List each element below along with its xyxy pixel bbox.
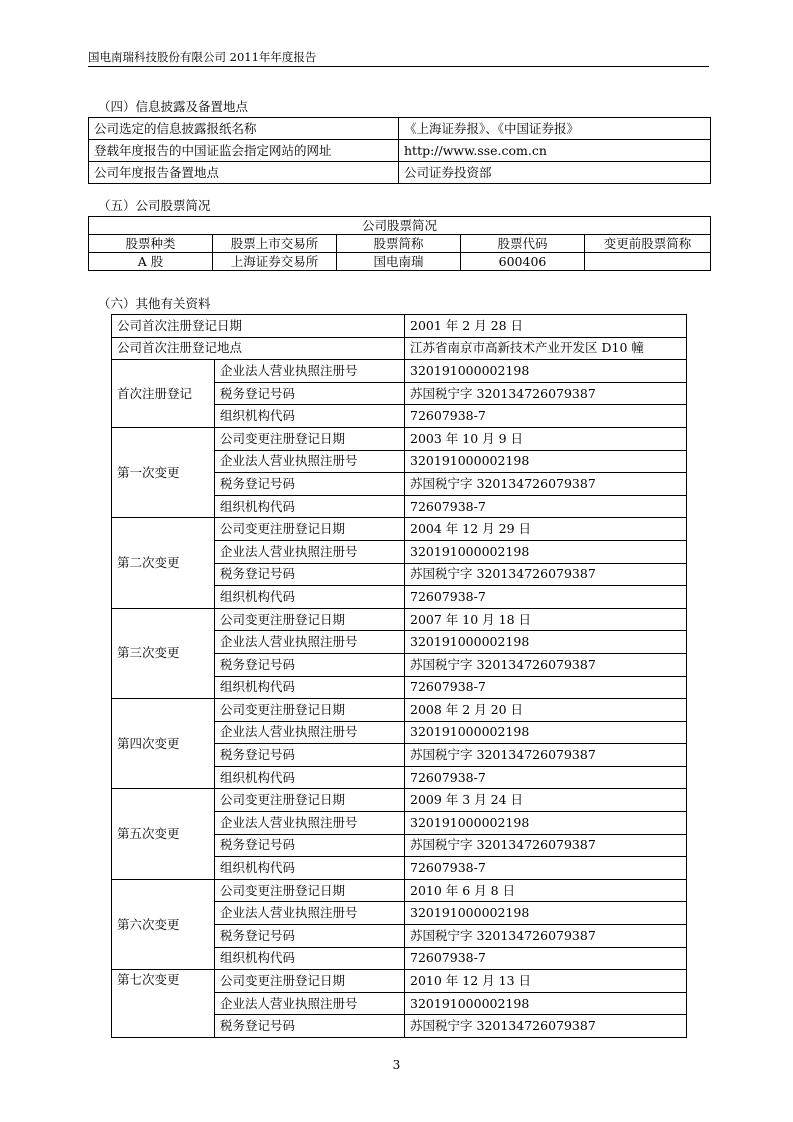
field-label: 公司变更注册登记日期 <box>215 879 405 902</box>
field-label: 组织机构代码 <box>215 676 405 699</box>
table-row <box>112 427 687 450</box>
section6-heading: （六）其他有关资料 <box>98 296 211 311</box>
group-label: 首次注册登记 <box>112 360 215 428</box>
disclosure-label: 公司选定的信息披露报纸名称 <box>89 118 399 140</box>
table-row <box>89 253 711 271</box>
table-row <box>112 699 687 722</box>
field-value: 320191000002198 <box>405 812 687 835</box>
field-value: 2009 年 3 月 24 日 <box>405 789 687 812</box>
field-label: 税务登记号码 <box>215 382 405 405</box>
first-registration-place-label: 公司首次注册登记地点 <box>112 337 405 360</box>
field-value: 72607938-7 <box>405 857 687 880</box>
group-label: 第七次变更 <box>112 970 215 1038</box>
field-label: 企业法人营业执照注册号 <box>215 540 405 563</box>
field-label: 税务登记号码 <box>215 1015 405 1038</box>
field-value: 2004 年 12 月 29 日 <box>405 518 687 541</box>
first-registration-place-value: 江苏省南京市高新技术产业开发区 D10 幢 <box>405 337 687 360</box>
field-label: 组织机构代码 <box>215 857 405 880</box>
field-value: 320191000002198 <box>405 540 687 563</box>
field-label: 税务登记号码 <box>215 473 405 496</box>
field-value: 2010 年 12 月 13 日 <box>405 970 687 993</box>
field-label: 税务登记号码 <box>215 834 405 857</box>
field-label: 企业法人营业执照注册号 <box>215 721 405 744</box>
stock-code: 600406 <box>461 253 585 271</box>
table-row <box>112 337 687 360</box>
table-row <box>112 315 687 338</box>
table-row <box>112 360 687 383</box>
field-label: 企业法人营业执照注册号 <box>215 992 405 1015</box>
field-label: 公司变更注册登记日期 <box>215 699 405 722</box>
table-row <box>89 118 711 140</box>
field-label: 组织机构代码 <box>215 766 405 789</box>
registration-table <box>111 314 687 1038</box>
disclosure-label: 公司年度报告备置地点 <box>89 162 399 184</box>
field-value: 苏国税宁字 320134726079387 <box>405 563 687 586</box>
section4-heading: （四）信息披露及备置地点 <box>98 99 249 114</box>
field-value: 2008 年 2 月 20 日 <box>405 699 687 722</box>
column-header: 股票简称 <box>337 235 461 253</box>
report-header: 国电南瑞科技股份有限公司 2011年年度报告 <box>88 50 317 64</box>
field-value: 苏国税宁字 320134726079387 <box>405 473 687 496</box>
group-label: 第四次变更 <box>112 699 215 789</box>
field-label: 税务登记号码 <box>215 653 405 676</box>
section5-heading: （五）公司股票简况 <box>98 198 211 213</box>
column-header: 股票上市交易所 <box>213 235 337 253</box>
group-label: 第二次变更 <box>112 518 215 608</box>
page-number: 3 <box>392 1058 401 1072</box>
stock-type: A 股 <box>89 253 213 271</box>
disclosure-value: http://www.sse.com.cn <box>399 140 711 162</box>
table-row <box>112 518 687 541</box>
field-value: 72607938-7 <box>405 586 687 609</box>
table-row <box>89 235 711 253</box>
field-value: 苏国税宁字 320134726079387 <box>405 834 687 857</box>
field-label: 公司变更注册登记日期 <box>215 608 405 631</box>
group-label: 第三次变更 <box>112 608 215 698</box>
column-header: 变更前股票简称 <box>585 235 711 253</box>
field-label: 公司变更注册登记日期 <box>215 427 405 450</box>
group-label: 第一次变更 <box>112 427 215 517</box>
field-label: 公司变更注册登记日期 <box>215 789 405 812</box>
field-value: 72607938-7 <box>405 947 687 970</box>
table-row <box>112 879 687 902</box>
table-row <box>112 608 687 631</box>
field-value: 72607938-7 <box>405 405 687 428</box>
stock-table-title: 公司股票简况 <box>89 217 711 235</box>
field-value: 320191000002198 <box>405 721 687 744</box>
field-value: 320191000002198 <box>405 992 687 1015</box>
field-value: 320191000002198 <box>405 360 687 383</box>
field-label: 企业法人营业执照注册号 <box>215 812 405 835</box>
field-label: 税务登记号码 <box>215 925 405 948</box>
table-row <box>89 217 711 235</box>
table-row <box>89 162 711 184</box>
column-header: 股票代码 <box>461 235 585 253</box>
previous-short-name <box>585 253 711 271</box>
field-value: 苏国税宁字 320134726079387 <box>405 925 687 948</box>
stock-exchange: 上海证券交易所 <box>213 253 337 271</box>
field-label: 组织机构代码 <box>215 586 405 609</box>
disclosure-value: 《上海证券报》、《中国证券报》 <box>399 118 711 140</box>
table-row <box>112 789 687 812</box>
field-label: 税务登记号码 <box>215 563 405 586</box>
field-label: 公司变更注册登记日期 <box>215 518 405 541</box>
field-label: 企业法人营业执照注册号 <box>215 450 405 473</box>
field-value: 2010 年 6 月 8 日 <box>405 879 687 902</box>
disclosure-label: 登载年度报告的中国证监会指定网站的网址 <box>89 140 399 162</box>
field-value: 320191000002198 <box>405 450 687 473</box>
column-header: 股票种类 <box>89 235 213 253</box>
field-label: 企业法人营业执照注册号 <box>215 631 405 654</box>
field-value: 320191000002198 <box>405 631 687 654</box>
field-value: 2007 年 10 月 18 日 <box>405 608 687 631</box>
group-label: 第六次变更 <box>112 879 215 969</box>
field-label: 组织机构代码 <box>215 405 405 428</box>
field-value: 320191000002198 <box>405 902 687 925</box>
field-label: 企业法人营业执照注册号 <box>215 902 405 925</box>
first-registration-date-label: 公司首次注册登记日期 <box>112 315 405 338</box>
field-label: 组织机构代码 <box>215 947 405 970</box>
field-label: 公司变更注册登记日期 <box>215 970 405 993</box>
disclosure-table <box>88 117 711 184</box>
first-registration-date-value: 2001 年 2 月 28 日 <box>405 315 687 338</box>
disclosure-value: 公司证券投资部 <box>399 162 711 184</box>
table-row <box>89 140 711 162</box>
field-label: 企业法人营业执照注册号 <box>215 360 405 383</box>
header-divider <box>88 66 709 67</box>
table-row <box>112 970 687 993</box>
field-value: 72607938-7 <box>405 676 687 699</box>
stock-short-name: 国电南瑞 <box>337 253 461 271</box>
group-label: 第五次变更 <box>112 789 215 879</box>
field-label: 税务登记号码 <box>215 744 405 767</box>
field-label: 组织机构代码 <box>215 495 405 518</box>
field-value: 苏国税宁字 320134726079387 <box>405 382 687 405</box>
field-value: 苏国税宁字 320134726079387 <box>405 1015 687 1038</box>
stock-table <box>88 216 711 271</box>
field-value: 72607938-7 <box>405 766 687 789</box>
field-value: 苏国税宁字 320134726079387 <box>405 744 687 767</box>
field-value: 72607938-7 <box>405 495 687 518</box>
field-value: 苏国税宁字 320134726079387 <box>405 653 687 676</box>
field-value: 2003 年 10 月 9 日 <box>405 427 687 450</box>
